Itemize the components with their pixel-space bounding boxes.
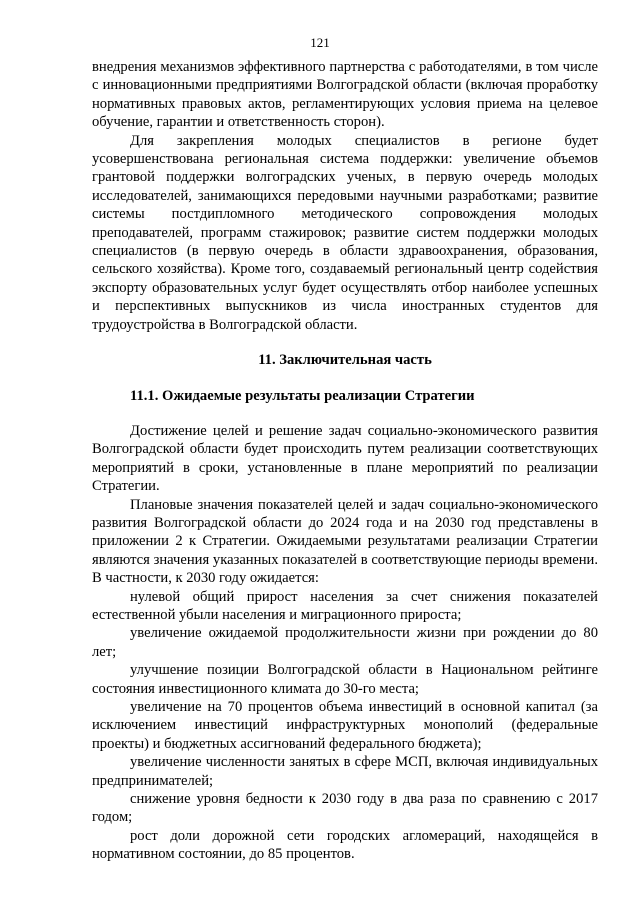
list-item-investment-growth: увеличение на 70 процентов объема инвестиций в основной капитал (за исключением инвестиций инфраструктурных монополий (федеральные проекты) и бюджетных ассигнований федерального бюджета); [92,699,598,752]
subsection-heading: 11.1. Ожидаемые результаты реализации Стратегии [130,387,475,404]
list-item-population: нулевой общий прирост населения за счет снижения показателей естественной убыли населения и миграционного прироста; [92,588,598,623]
list-item-investment-rating: улучшение позиции Волгоградской области в Национальном рейтинге состояния инвестиционного климата до 30-го места; [92,662,598,697]
list-item-sme-employment: увеличение численности занятых в сфере МСП, включая индивидуальных предпринимателей; [92,754,598,789]
paragraph-young-specialists: Для закрепления молодых специалистов в регионе будет усовершенствована региональная система поддержки: увеличение объемов грантовой поддержки волгоградских ученых, в первую очередь молодых исследователей, занимающихся передовыми научными разработками; развитие системы постдипломного методического сопровождения молодых преподавателей, программ стажировок; развитие систем поддержки молодых специалистов (в первую очередь в области здравоохранения, образования, сельского хозяйства). Кроме того, создаваемый региональный центр содействия экспорту образовательных услуг будет осуществлять отбор наиболее успешных и перспективных выпускников из числа иностранных студентов для трудоустройства в Волгоградской области. [92,132,598,333]
list-item-poverty: снижение уровня бедности к 2030 году в два раза по сравнению с 2017 годом; [92,791,598,826]
paragraph-achievement: Достижение целей и решение задач социально-экономического развития Волгоградской области будет происходить путем реализации соответствующих мероприятий в сроки, установленные в плане мероприятий по реализации Стратегии. [92,422,598,495]
section-heading: 11. Заключительная часть [258,352,432,369]
list-item-life-expectancy: увеличение ожидаемой продолжительности жизни при рождении до 80 лет; [92,625,598,660]
paragraph-planned-values: Плановые значения показателей целей и задач социально-экономического развития Волгоградской области до 2024 года и на 2030 год представлены в приложении 2 к Стратегии. Ожидаемыми результатами реализации Стратегии являются значения указанных показателей в соответствующие периоды времени. В частности, к 2030 году ожидается: [92,496,598,587]
page-content [92,58,598,864]
paragraph-continuation: внедрения механизмов эффективного партнерства с работодателями, в том числе с инновационными предприятиями Волгоградской области (включая проработку нормативных правовых актов, регламентирующих условия приема на целевое обучение, гарантии и ответственность сторон). [92,59,598,131]
page-number: 121 [310,35,330,50]
list-item-roads: рост доли дорожной сети городских агломераций, находящейся в нормативном состоянии, до 85 процентов. [92,827,598,863]
